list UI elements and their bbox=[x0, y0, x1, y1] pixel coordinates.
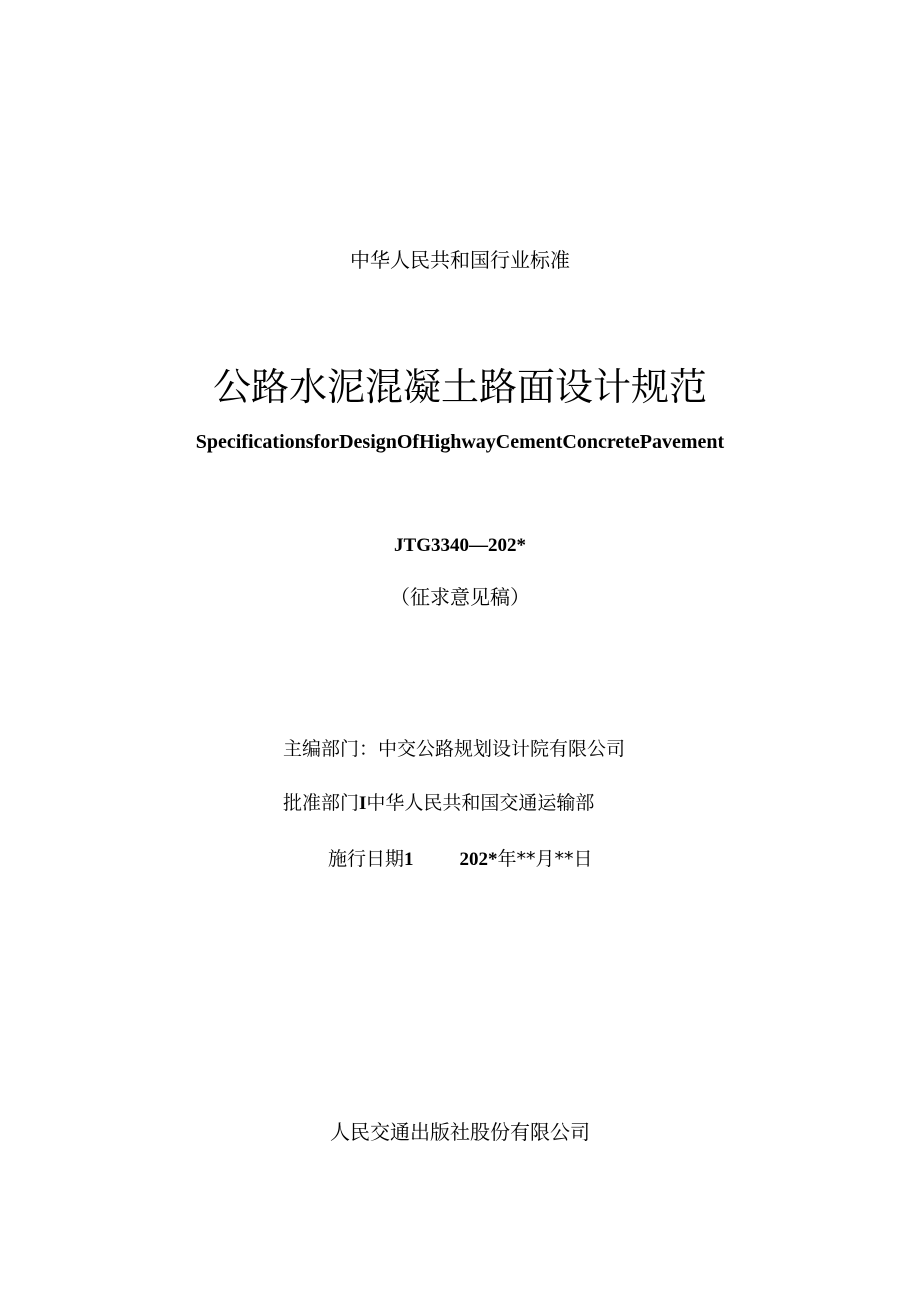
editor-label: 主编部门： bbox=[283, 738, 379, 760]
editor-value: 中交公路规划设计院有限公司 bbox=[378, 738, 626, 760]
approver-label: 批准部门 bbox=[283, 792, 360, 814]
effective-date-year: 202* bbox=[459, 849, 498, 870]
editor-line bbox=[283, 734, 625, 761]
approver-separator: I bbox=[359, 793, 367, 814]
effective-date-line bbox=[328, 844, 593, 871]
effective-date-separator: 1 bbox=[404, 849, 414, 870]
effective-date-rest: 年**月**日 bbox=[497, 848, 593, 870]
chinese-title: 公路水泥混凝土路面设计规范 bbox=[212, 365, 707, 409]
effective-date-label: 施行日期 bbox=[328, 848, 405, 870]
standard-type-heading: 中华人民共和国行业标准 bbox=[350, 248, 570, 272]
english-title: SpecificationsforDesignOfHighwayCementConcretePavement bbox=[195, 431, 725, 453]
approver-value: 中华人民共和国交通运输部 bbox=[366, 792, 595, 814]
draft-status: （征求意见稿） bbox=[390, 585, 530, 609]
approver-line bbox=[283, 788, 594, 815]
publisher: 人民交通出版社股份有限公司 bbox=[330, 1120, 590, 1144]
standard-code: JTG3340—202* bbox=[394, 535, 526, 556]
